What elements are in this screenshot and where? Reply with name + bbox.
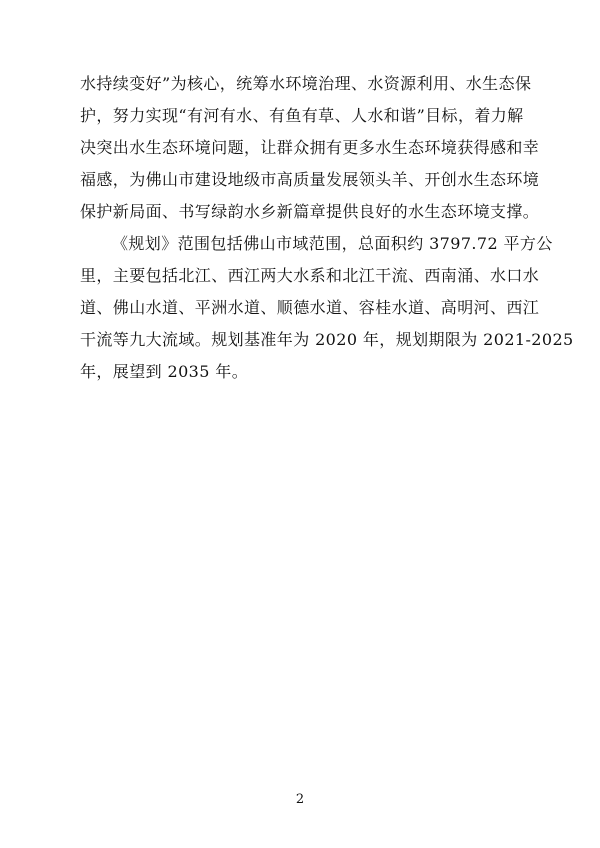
text-line: 年，展望到 2035 年。: [80, 362, 249, 381]
text-line: 干流等九大流域。规划基准年为 2020 年，规划期限为 2021-2025: [80, 330, 574, 349]
text-line: 《规划》范围包括佛山市域范围，总面积约 3797.72 平方公: [112, 234, 553, 253]
text-line: 道、佛山水道、平洲水道、顺德水道、容桂水道、高明河、西江: [80, 298, 540, 317]
text-line: 水持续变好”为核心，统筹水环境治理、水资源利用、水生态保: [80, 74, 532, 93]
text-line: 决突出水生态环境问题，让群众拥有更多水生态环境获得感和幸: [80, 138, 540, 157]
text-line: 护，努力实现“有河有水、有鱼有草、人水和谐”目标，着力解: [80, 106, 524, 125]
text-line: 福感，为佛山市建设地级市高质量发展领头羊、开创水生态环境: [80, 170, 540, 189]
page-number: 2: [295, 792, 305, 807]
text-line: 里，主要包括北江、西江两大水系和北江干流、西南涌、水口水: [80, 266, 540, 285]
text-line: 保护新局面、书写绿韵水乡新篇章提供良好的水生态环境支撑。: [80, 202, 540, 221]
